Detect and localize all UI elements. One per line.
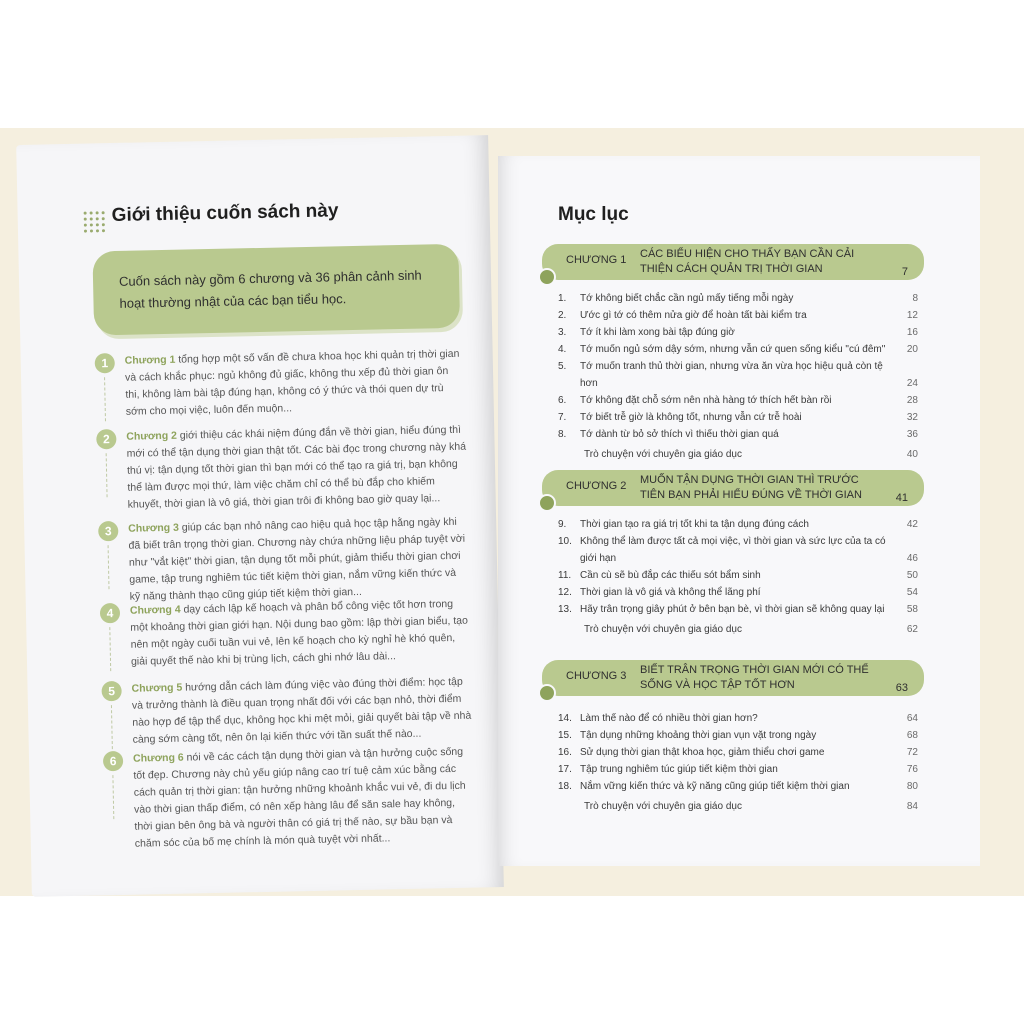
chapter-label: Chương 3 [128,521,180,535]
toc-entry-page: 36 [906,429,918,440]
dot-grid-icon [84,211,106,233]
toc-entry-text: Sử dụng thời gian thật khoa học, giảm thiểu chơi game [580,747,825,758]
chapter-band-title: BIẾT TRÂN TRỌNG THỜI GIAN MỚI CÓ THỂ SỐNG VÀ HỌC TẬP TỐT HƠN [640,664,869,691]
toc-entry[interactable] [558,727,918,744]
chapter-summary-5 [101,674,473,746]
toc-entry-page: 68 [906,730,918,741]
toc-entry[interactable] [558,533,918,567]
toc-entry[interactable] [558,341,918,358]
toc-entry-page: 24 [906,378,918,389]
dashed-connector [108,545,111,589]
chapter-summary-1 [95,346,467,418]
toc-entry-text: Thời gian là vô giá và không thể lãng phí [580,587,761,598]
toc-entry-number: 7. [558,412,567,423]
toc-entry-text: Nắm vững kiến thức và kỹ năng cũng giúp tiết kiệm thời gian [580,781,850,792]
toc-entry-text: Tớ muốn ngủ sớm dậy sớm, nhưng vẫn cứ quen sống kiểu "cú đêm" [580,344,886,355]
dashed-connector [109,627,112,671]
toc-entry[interactable] [558,324,918,341]
toc-entry[interactable] [558,516,918,533]
toc-entry[interactable] [558,567,918,584]
toc-entry-text: Trò chuyện với chuyên gia giáo dục [584,801,742,812]
toc-entry-page: 16 [906,327,918,338]
toc-entry-number: 11. [558,570,572,581]
toc-entry-page: 50 [906,570,918,581]
chapter-description: giúp các bạn nhỏ nâng cao hiệu quả học tập hằng ngày khi đã biết trân trọng thời gian. Chương này chứa những liệu pháp tuyệt vời như "vắt kiệt" thời gian, tận dụng tốt mỗi phút, giảm thiểu thời gian chơi game, tập trung nghiêm túc tiết kiệm thời gian, nắm vững kiến thức và kỹ năng thành thạo cũng giúp tiết kiệm thời gian... [128,515,466,603]
toc-entry-number: 6. [558,395,567,406]
pin-icon [538,684,556,702]
toc-entry-page: 76 [906,764,918,775]
toc-entry-number: 17. [558,764,572,775]
toc-list-1 [558,290,918,463]
pin-icon [538,268,556,286]
chapter-summary-text [128,514,470,606]
toc-entry-text: Không thể làm được tất cả mọi việc, vì thời gian và sức lực của ta có giới hạn [580,536,886,564]
chapter-band-label: CHƯƠNG 1 [566,254,627,266]
chapter-label: Chương 2 [126,429,178,443]
toc-entry-number: 12. [558,587,572,598]
toc-entry-number: 2. [558,310,567,321]
toc-entry-page: 62 [906,624,918,635]
toc-entry[interactable] [558,761,918,778]
toc-entry-expert-talk[interactable] [558,621,918,638]
toc-entry[interactable] [558,744,918,761]
chapter-band-page: 41 [895,492,908,504]
toc-entry-number: 5. [558,361,567,372]
chapter-summary-text [131,674,472,749]
toc-entry-page: 42 [906,519,918,530]
toc-entry-text: Tớ không biết chắc cần ngủ mấy tiếng mỗi ngày [580,293,794,304]
toc-entry-text: Tớ muốn tranh thủ thời gian, nhưng vừa ăn vừa học hiệu quả còn tệ hơn [580,361,883,389]
toc-entry[interactable] [558,426,918,443]
toc-entry-page: 32 [906,412,918,423]
chapter-description: hướng dẫn cách làm đúng việc vào đúng thời điểm: học tập và trưởng thành là điều quan trọng nhất đối với các bạn nhỏ, thời điểm nào hợp để tập thể dục, không học khi mệt mỏi, giải quyết bài tập về nhà càng sớm càng tốt, nên ôn lại kiến thức với tần suất thế nào... [131,675,472,746]
left-page [16,135,504,897]
chapter-summary-text [133,744,475,853]
toc-entry-number: 8. [558,429,567,440]
toc-entry-expert-talk[interactable] [558,446,918,463]
chapter-band-2 [542,470,924,506]
toc-entry-page: 20 [906,344,918,355]
toc-entry-page: 84 [906,801,918,812]
dashed-connector [111,705,114,749]
toc-entry-page: 12 [906,310,918,321]
toc-entry-page: 8 [912,293,918,304]
toc-list-2 [558,516,918,638]
chapter-number-badge: 1 [95,353,115,373]
toc-entry[interactable] [558,778,918,795]
toc-entry-page: 40 [906,449,918,460]
toc-entry[interactable] [558,710,918,727]
toc-entry[interactable] [558,601,918,618]
chapter-summary-text [130,596,471,671]
chapter-band-title: MUỐN TẬN DỤNG THỜI GIAN THÌ TRƯỚC TIÊN BẠN PHẢI HIỂU ĐÚNG VỀ THỜI GIAN [640,474,862,501]
toc-entry-text: Trò chuyện với chuyên gia giáo dục [584,449,742,460]
dashed-connector [104,377,107,421]
chapter-description: giới thiệu các khái niệm đúng đắn về thời gian, hiểu đúng thì mới có thể tận dụng thời gian thật tốt. Các bài đọc trong chương này khá thú vị: tận dụng tốt thời gian thì bạn mới có thể tạo ra giá trị, bạn không thể làm được mọi thứ, làm việc chăm chỉ có thể bù đắp cho khiếm khuyết, thời gian là vô giá, thời gian trôi đi không bao giờ quay lại... [126,423,467,511]
chapter-summary-text [126,422,468,514]
toc-entry-text: Làm thế nào để có nhiều thời gian hơn? [580,713,758,724]
toc-entry-number: 10. [558,536,572,547]
chapter-band-label: CHƯƠNG 3 [566,670,627,682]
toc-entry-number: 4. [558,344,567,355]
toc-entry[interactable] [558,409,918,426]
toc-entry-text: Thời gian tạo ra giá trị tốt khi ta tận dụng đúng cách [580,519,809,530]
dashed-connector [112,775,115,819]
toc-list-3 [558,710,918,815]
chapter-summary-3 [98,514,470,603]
pin-icon [538,494,556,512]
toc-entry-text: Ước gì tớ có thêm nửa giờ để hoàn tất bài kiểm tra [580,310,807,321]
toc-entry-text: Tớ ít khi làm xong bài tập đúng giờ [580,327,735,338]
toc-entry-text: Cần cù sẽ bù đắp các thiếu sót bẩm sinh [580,570,761,581]
toc-entry-text: Tớ không đặt chỗ sớm nên nhà hàng tớ thích hết bàn rồi [580,395,832,406]
toc-entry-number: 14. [558,713,572,724]
toc-entry-page: 46 [906,553,918,564]
chapter-number-badge: 6 [103,751,123,771]
toc-entry-page: 58 [906,604,918,615]
chapter-label: Chương 6 [132,751,184,765]
chapter-band-label: CHƯƠNG 2 [566,480,627,492]
toc-entry-text: Trò chuyện với chuyên gia giáo dục [584,624,742,635]
toc-entry-page: 28 [906,395,918,406]
chapter-summary-2 [96,422,468,511]
toc-entry[interactable] [558,392,918,409]
chapter-number-badge: 5 [101,681,121,701]
chapter-label: Chương 1 [124,353,176,367]
toc-entry-page: 54 [906,587,918,598]
toc-entry-number: 1. [558,293,567,304]
toc-entry-page: 72 [906,747,918,758]
chapter-band-page: 63 [895,682,908,694]
intro-text: Cuốn sách này gồm 6 chương và 36 phân cảnh sinh hoạt thường nhật của các bạn tiểu học. [118,267,422,311]
chapter-number-badge: 2 [96,429,116,449]
chapter-number-badge: 4 [100,603,120,623]
toc-entry-text: Tớ biết trễ giờ là không tốt, nhưng vẫn cứ trễ hoài [580,412,802,423]
chapter-band-3 [542,660,924,696]
toc-entry-text: Hãy trân trọng giây phút ở bên bạn bè, vì thời gian sẽ không quay lại [580,604,885,615]
intro-title: Giới thiệu cuốn sách này [111,200,339,227]
chapter-description: tổng hợp một số vấn đề chưa khoa học khi quản trị thời gian và cách khắc phục: ngủ không đủ giấc, không thu xếp đủ thời gian ôn thi, không làm bài tập đúng hạn, không có ý thức và thói quen dự trù sớm cho mọi việc, luôn đến muộn... [124,347,460,418]
toc-title: Mục lục [558,204,629,225]
chapter-label: Chương 4 [129,603,181,617]
dashed-connector [106,453,109,497]
chapter-label: Chương 5 [131,681,183,695]
toc-entry-page: 64 [906,713,918,724]
toc-entry-text: Tớ dành từ bỏ sở thích vì thiếu thời gian quá [580,429,779,440]
chapter-band-title: CÁC BIỂU HIỆN CHO THẤY BẠN CẦN CẢI THIỆN CÁCH QUẢN TRỊ THỜI GIAN [640,248,855,275]
right-page [498,156,980,866]
toc-entry-number: 3. [558,327,567,338]
chapter-band-1 [542,244,924,280]
toc-entry[interactable] [558,307,918,324]
toc-entry-number: 16. [558,747,572,758]
toc-entry-number: 15. [558,730,572,741]
toc-entry[interactable] [558,584,918,601]
chapter-description: nói về các cách tận dụng thời gian và tận hưởng cuộc sống tốt đẹp. Chương này chủ yếu giúp nâng cao trí tuệ cảm xúc bằng các cách quản trị thời gian: tận hưởng những khoảnh khắc vui vẻ, đi du lịch vào thời gian thấp điểm, có nên xếp hàng lâu để săn sale hay không, thời gian bên ông bà và người thân có giá trị thế nào, sự bầu bạn và chăm sóc của bố mẹ chính là món quà tuyệt vời nhất... [133,745,466,850]
toc-entry-text: Tận dụng những khoảng thời gian vụn vặt trong ngày [580,730,817,741]
chapter-description: dạy cách lập kế hoạch và phân bổ công việc tốt hơn trong một khoảng thời gian giới hạn. Nội dung bao gồm: lập thời gian biểu, tạo nên một ngày cuối tuần vui vẻ, lên kế hoạch cho kỳ nghỉ hè khó quên, giải quyết thế nào khi bị trùng lịch, cách ghi nhớ lâu dài... [130,597,469,668]
chapter-summary-text [125,346,466,421]
toc-entry-text: Tập trung nghiêm túc giúp tiết kiệm thời gian [580,764,778,775]
toc-entry-number: 18. [558,781,572,792]
toc-entry-page: 80 [906,781,918,792]
toc-entry[interactable] [558,290,918,307]
toc-entry-expert-talk[interactable] [558,798,918,815]
chapter-number-badge: 3 [98,521,118,541]
chapter-band-page: 7 [901,266,908,278]
toc-entry[interactable] [558,358,918,392]
toc-entry-number: 9. [558,519,567,530]
toc-entry-number: 13. [558,604,572,615]
